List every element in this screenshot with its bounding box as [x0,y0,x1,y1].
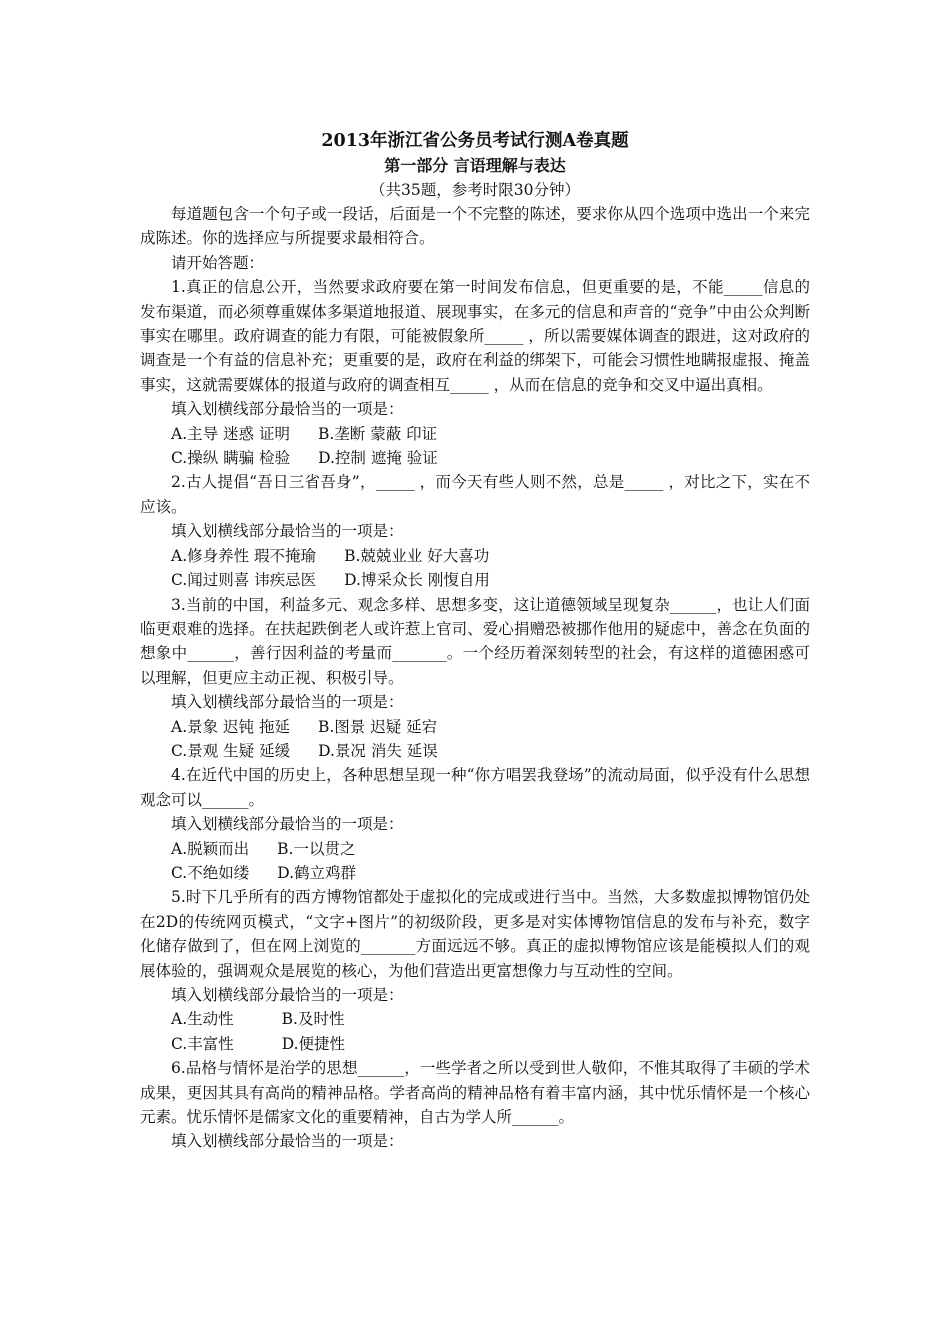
option-b: B.及时性 [281,1010,345,1029]
question-5-options-row-2 [140,1032,810,1056]
question-3-stem: 3.当前的中国，利益多元、观念多样、思想多变，这让道德领域呈现复杂______，也让人们面临更艰难的选择。在扶起跌倒老人或许惹上官司、爱心捐赠恐被挪作他用的疑虑中，善念在负面的想象中______，善行因利益的考量而_______。一个经历着深刻转型的社会，有这样的道德困惑可以理解，但更应主动正视、积极引导。 [140,595,810,687]
question-3-options-row-1 [140,715,810,739]
instructions-text: 每道题包含一个句子或一段话，后面是一个不完整的陈述，要求你从四个选项中选出一个来完成陈述。你的选择应与所提要求最相符合。 [140,205,810,248]
question-6-stem: 6.品格与情怀是治学的思想______，一些学者之所以受到世人敬仰，不惟其取得了丰硕的学术成果，更因其具有高尚的精神品格。学者高尚的精神品格有着丰富内涵，其中忧乐情怀是一个核心元素。忧乐情怀是儒家文化的重要精神，自古为学人所______。 [140,1059,810,1127]
section-note: （共35题，参考时限30分钟） [370,181,580,199]
option-d: D.鹤立鸡群 [277,863,357,882]
option-a: A.主导 迷惑 证明 [171,424,290,443]
option-a: A.景象 迟钝 拖延 [171,717,290,736]
option-d: D.博采众长 刚愎自用 [344,571,490,590]
question-4-prompt: 填入划横线部分最恰当的一项是： [171,815,404,834]
question-4-options-row-1 [140,837,810,861]
question-2-prompt: 填入划横线部分最恰当的一项是： [171,522,404,541]
option-c: C.操纵 瞒骗 检验 [171,449,291,468]
question-4-options-row-2 [140,861,810,885]
option-a: A.修身养性 瑕不掩瑜 [171,546,317,565]
option-d: D.控制 遮掩 验证 [318,449,438,468]
option-c: C.不绝如缕 [171,863,250,882]
question-3-prompt: 填入划横线部分最恰当的一项是： [171,693,404,712]
option-c: C.丰富性 [171,1034,234,1053]
option-d: D.便捷性 [281,1034,346,1053]
question-1-options-row-1 [140,422,810,446]
option-b: B.垄断 蒙蔽 印证 [317,424,438,443]
page-title: 2013年浙江省公务员考试行测A卷真题 [321,131,629,151]
question-1-prompt: 填入划横线部分最恰当的一项是： [171,400,404,419]
question-3-options-row-2 [140,739,810,763]
question-1-stem: 1.真正的信息公开，当然要求政府要在第一时间发布信息，但更重要的是，不能_____信息的发布渠道，而必须尊重媒体多渠道地报道、展现事实，在多元的信息和声音的“竞争”中由公众判断事实在哪里。政府调查的能力有限，可能被假象所_____ ，所以需要媒体调查的跟进，这对政府的调查是一个有益的信息补充；更重要的是，政府在利益的绑架下，可能会习惯性地瞒报虚报、掩盖事实，这就需要媒体的报道与政府的调查相互_____ ，从而在信息的竞争和交叉中逼出真相。 [140,278,810,394]
question-2-options-row-1 [140,544,810,568]
start-prompt: 请开始答题： [171,253,265,272]
question-5-options-row-1 [140,1007,810,1031]
question-5-stem: 5.时下几乎所有的西方博物馆都处于虚拟化的完成或进行当中。当然，大多数虚拟博物馆仍处在2D的传统网页模式，“文字+图片”的初级阶段，更多是对实体博物馆信息的发布与补充，数字化储存做到了，但在网上浏览的_______方面远远不够。真正的虚拟博物馆应该是能模拟人们的观展体验的，强调观众是展览的核心，为他们营造出更富想像力与互动性的空间。 [140,888,810,980]
option-a: A.生动性 [171,1010,234,1029]
option-c: C.闻过则喜 讳疾忌医 [171,571,317,590]
question-2-options-row-2 [140,568,810,592]
question-2-stem: 2.古人提倡“吾日三省吾身”，_____ ，而今天有些人则不然，总是_____ ，对比之下，实在不应该。 [140,473,810,516]
option-b: B.一以贯之 [277,839,356,858]
question-6-prompt: 填入划横线部分最恰当的一项是： [171,1132,404,1151]
option-b: B.兢兢业业 好大喜功 [344,546,490,565]
option-d: D.景况 消失 延误 [318,741,438,760]
question-5-prompt: 填入划横线部分最恰当的一项是： [171,986,404,1004]
question-1-options-row-2 [140,446,810,470]
option-b: B.图景 迟疑 延宕 [317,717,438,736]
section-title: 第一部分 言语理解与表达 [384,156,566,175]
question-4-stem: 4.在近代中国的历史上，各种思想呈现一种“你方唱罢我登场”的流动局面，似乎没有什么思想观念可以______。 [140,766,810,809]
option-a: A.脱颖而出 [171,839,250,858]
option-c: C.景观 生疑 延缓 [171,741,291,760]
